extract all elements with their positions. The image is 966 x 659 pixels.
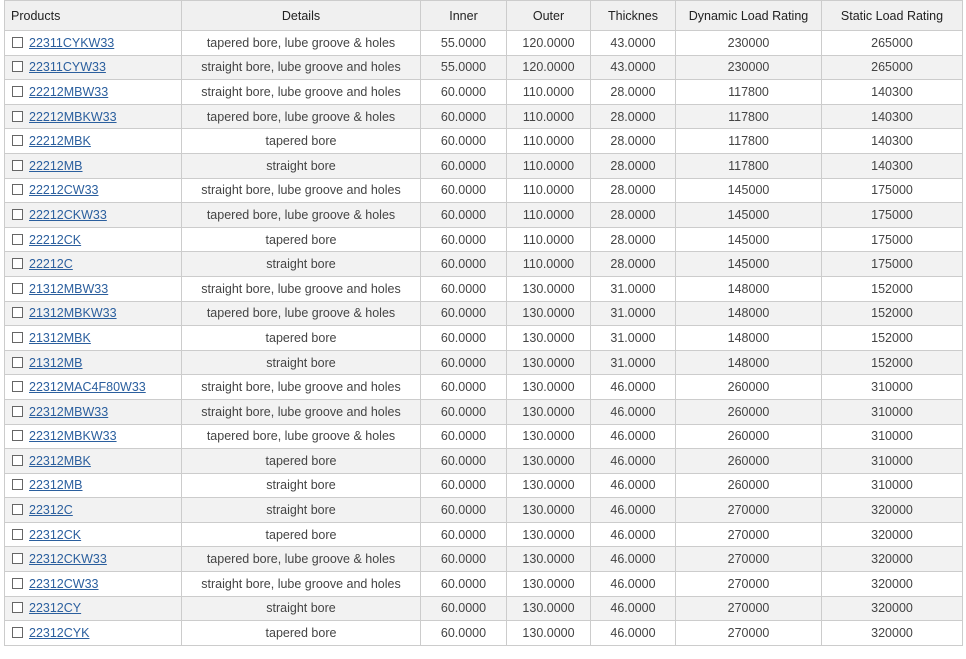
static-load-cell: 152000 bbox=[822, 350, 963, 375]
table-header-row bbox=[5, 1, 963, 31]
outer-cell: 130.0000 bbox=[507, 621, 591, 646]
static-load-cell: 310000 bbox=[822, 375, 963, 400]
row-checkbox[interactable] bbox=[12, 529, 23, 540]
thickness-cell: 28.0000 bbox=[591, 252, 676, 277]
dynamic-load-cell: 117800 bbox=[676, 129, 822, 154]
row-checkbox[interactable] bbox=[12, 234, 23, 245]
product-link[interactable]: 22312MBK bbox=[29, 453, 91, 468]
static-load-cell: 265000 bbox=[822, 55, 963, 80]
outer-cell: 130.0000 bbox=[507, 473, 591, 498]
static-load-cell: 310000 bbox=[822, 424, 963, 449]
thickness-cell: 46.0000 bbox=[591, 375, 676, 400]
dynamic-load-cell: 270000 bbox=[676, 572, 822, 597]
dynamic-load-cell: 145000 bbox=[676, 227, 822, 252]
details-cell: straight bore, lube groove and holes bbox=[182, 80, 421, 105]
product-link[interactable]: 22312CYK bbox=[29, 626, 90, 641]
thickness-cell: 46.0000 bbox=[591, 399, 676, 424]
product-link[interactable]: 22311CYW33 bbox=[29, 60, 106, 75]
table-row bbox=[5, 572, 963, 597]
product-link[interactable]: 22212CKW33 bbox=[29, 207, 107, 222]
row-checkbox[interactable] bbox=[12, 381, 23, 392]
table-row bbox=[5, 252, 963, 277]
table-row bbox=[5, 522, 963, 547]
dynamic-load-cell: 260000 bbox=[676, 424, 822, 449]
outer-cell: 130.0000 bbox=[507, 424, 591, 449]
product-cell bbox=[5, 399, 182, 424]
thickness-cell: 43.0000 bbox=[591, 31, 676, 56]
outer-cell: 130.0000 bbox=[507, 572, 591, 597]
dynamic-load-cell: 145000 bbox=[676, 252, 822, 277]
product-cell bbox=[5, 227, 182, 252]
static-load-cell: 320000 bbox=[822, 547, 963, 572]
product-cell bbox=[5, 276, 182, 301]
static-load-cell: 175000 bbox=[822, 227, 963, 252]
column-header-details[interactable]: Details bbox=[182, 1, 421, 31]
details-cell: tapered bore bbox=[182, 621, 421, 646]
column-header-dynamic-load-rating[interactable]: Dynamic Load Rating bbox=[676, 1, 822, 31]
static-load-cell: 140300 bbox=[822, 104, 963, 129]
row-checkbox[interactable] bbox=[12, 184, 23, 195]
details-cell: straight bore bbox=[182, 252, 421, 277]
dynamic-load-cell: 270000 bbox=[676, 547, 822, 572]
dynamic-load-cell: 148000 bbox=[676, 301, 822, 326]
table-row bbox=[5, 424, 963, 449]
static-load-cell: 152000 bbox=[822, 301, 963, 326]
product-cell bbox=[5, 301, 182, 326]
product-cell bbox=[5, 473, 182, 498]
product-link[interactable]: 22212MBK bbox=[29, 134, 91, 149]
product-link[interactable]: 21312MBW33 bbox=[29, 281, 109, 296]
thickness-cell: 46.0000 bbox=[591, 473, 676, 498]
dynamic-load-cell: 260000 bbox=[676, 399, 822, 424]
dynamic-load-cell: 270000 bbox=[676, 522, 822, 547]
products-table-container bbox=[4, 0, 963, 646]
static-load-cell: 140300 bbox=[822, 129, 963, 154]
thickness-cell: 46.0000 bbox=[591, 596, 676, 621]
inner-cell: 60.0000 bbox=[421, 522, 507, 547]
inner-cell: 60.0000 bbox=[421, 350, 507, 375]
details-cell: straight bore bbox=[182, 473, 421, 498]
inner-cell: 60.0000 bbox=[421, 424, 507, 449]
row-checkbox[interactable] bbox=[12, 160, 23, 171]
outer-cell: 130.0000 bbox=[507, 522, 591, 547]
details-cell: straight bore, lube groove and holes bbox=[182, 276, 421, 301]
product-link[interactable]: 22312CK bbox=[29, 527, 82, 542]
inner-cell: 60.0000 bbox=[421, 104, 507, 129]
static-load-cell: 320000 bbox=[822, 621, 963, 646]
outer-cell: 130.0000 bbox=[507, 547, 591, 572]
details-cell: straight bore bbox=[182, 596, 421, 621]
dynamic-load-cell: 117800 bbox=[676, 104, 822, 129]
row-checkbox[interactable] bbox=[12, 111, 23, 122]
row-checkbox[interactable] bbox=[12, 307, 23, 318]
details-cell: tapered bore, lube groove & holes bbox=[182, 547, 421, 572]
static-load-cell: 320000 bbox=[822, 522, 963, 547]
product-cell bbox=[5, 498, 182, 523]
row-checkbox[interactable] bbox=[12, 332, 23, 343]
details-cell: tapered bore, lube groove & holes bbox=[182, 31, 421, 56]
outer-cell: 110.0000 bbox=[507, 227, 591, 252]
table-body bbox=[5, 31, 963, 646]
table-row bbox=[5, 350, 963, 375]
table-row bbox=[5, 80, 963, 105]
thickness-cell: 28.0000 bbox=[591, 104, 676, 129]
outer-cell: 110.0000 bbox=[507, 80, 591, 105]
dynamic-load-cell: 145000 bbox=[676, 203, 822, 228]
details-cell: tapered bore bbox=[182, 129, 421, 154]
product-link[interactable]: 22312CW33 bbox=[29, 576, 99, 591]
inner-cell: 60.0000 bbox=[421, 449, 507, 474]
inner-cell: 60.0000 bbox=[421, 252, 507, 277]
thickness-cell: 46.0000 bbox=[591, 621, 676, 646]
inner-cell: 60.0000 bbox=[421, 276, 507, 301]
details-cell: straight bore, lube groove and holes bbox=[182, 375, 421, 400]
inner-cell: 60.0000 bbox=[421, 547, 507, 572]
product-cell bbox=[5, 596, 182, 621]
product-link[interactable]: 22212CW33 bbox=[29, 183, 99, 198]
row-checkbox[interactable] bbox=[12, 627, 23, 638]
table-row bbox=[5, 547, 963, 572]
dynamic-load-cell: 260000 bbox=[676, 473, 822, 498]
table-row bbox=[5, 449, 963, 474]
dynamic-load-cell: 270000 bbox=[676, 596, 822, 621]
thickness-cell: 46.0000 bbox=[591, 522, 676, 547]
outer-cell: 110.0000 bbox=[507, 178, 591, 203]
outer-cell: 130.0000 bbox=[507, 375, 591, 400]
details-cell: tapered bore bbox=[182, 227, 421, 252]
outer-cell: 110.0000 bbox=[507, 203, 591, 228]
row-checkbox[interactable] bbox=[12, 135, 23, 146]
thickness-cell: 46.0000 bbox=[591, 449, 676, 474]
column-header-static-load-rating[interactable]: Static Load Rating bbox=[822, 1, 963, 31]
outer-cell: 130.0000 bbox=[507, 276, 591, 301]
inner-cell: 60.0000 bbox=[421, 301, 507, 326]
row-checkbox[interactable] bbox=[12, 61, 23, 72]
outer-cell: 130.0000 bbox=[507, 326, 591, 351]
dynamic-load-cell: 117800 bbox=[676, 80, 822, 105]
details-cell: straight bore, lube groove and holes bbox=[182, 572, 421, 597]
table-row bbox=[5, 104, 963, 129]
static-load-cell: 310000 bbox=[822, 473, 963, 498]
product-cell bbox=[5, 621, 182, 646]
dynamic-load-cell: 270000 bbox=[676, 498, 822, 523]
table-row bbox=[5, 621, 963, 646]
column-header-thickness[interactable]: Thicknes bbox=[591, 1, 676, 31]
outer-cell: 110.0000 bbox=[507, 129, 591, 154]
product-link[interactable]: 22312MBW33 bbox=[29, 404, 109, 419]
inner-cell: 55.0000 bbox=[421, 31, 507, 56]
static-load-cell: 320000 bbox=[822, 596, 963, 621]
dynamic-load-cell: 230000 bbox=[676, 31, 822, 56]
table-row bbox=[5, 399, 963, 424]
thickness-cell: 46.0000 bbox=[591, 572, 676, 597]
product-link[interactable]: 22212C bbox=[29, 257, 73, 272]
table-row bbox=[5, 203, 963, 228]
static-load-cell: 320000 bbox=[822, 572, 963, 597]
row-checkbox[interactable] bbox=[12, 602, 23, 613]
static-load-cell: 152000 bbox=[822, 276, 963, 301]
thickness-cell: 31.0000 bbox=[591, 326, 676, 351]
thickness-cell: 43.0000 bbox=[591, 55, 676, 80]
column-header-outer[interactable]: Outer bbox=[507, 1, 591, 31]
product-cell bbox=[5, 547, 182, 572]
product-cell bbox=[5, 572, 182, 597]
table-row bbox=[5, 178, 963, 203]
inner-cell: 60.0000 bbox=[421, 399, 507, 424]
details-cell: straight bore bbox=[182, 350, 421, 375]
static-load-cell: 320000 bbox=[822, 498, 963, 523]
dynamic-load-cell: 117800 bbox=[676, 153, 822, 178]
product-cell bbox=[5, 522, 182, 547]
static-load-cell: 175000 bbox=[822, 178, 963, 203]
outer-cell: 130.0000 bbox=[507, 399, 591, 424]
product-link[interactable]: 22312MAC4F80W33 bbox=[29, 380, 146, 395]
inner-cell: 60.0000 bbox=[421, 227, 507, 252]
thickness-cell: 28.0000 bbox=[591, 178, 676, 203]
inner-cell: 60.0000 bbox=[421, 326, 507, 351]
inner-cell: 55.0000 bbox=[421, 55, 507, 80]
details-cell: straight bore, lube groove and holes bbox=[182, 399, 421, 424]
product-cell bbox=[5, 55, 182, 80]
thickness-cell: 28.0000 bbox=[591, 153, 676, 178]
static-load-cell: 140300 bbox=[822, 80, 963, 105]
table-row bbox=[5, 55, 963, 80]
static-load-cell: 310000 bbox=[822, 449, 963, 474]
product-cell bbox=[5, 80, 182, 105]
product-cell bbox=[5, 252, 182, 277]
dynamic-load-cell: 148000 bbox=[676, 350, 822, 375]
dynamic-load-cell: 148000 bbox=[676, 326, 822, 351]
thickness-cell: 46.0000 bbox=[591, 424, 676, 449]
table-row bbox=[5, 31, 963, 56]
details-cell: straight bore bbox=[182, 498, 421, 523]
product-link[interactable]: 22312MB bbox=[29, 478, 83, 493]
product-link[interactable]: 22312MBKW33 bbox=[29, 429, 117, 444]
inner-cell: 60.0000 bbox=[421, 203, 507, 228]
inner-cell: 60.0000 bbox=[421, 621, 507, 646]
details-cell: tapered bore, lube groove & holes bbox=[182, 203, 421, 228]
table-row bbox=[5, 153, 963, 178]
product-cell bbox=[5, 375, 182, 400]
static-load-cell: 152000 bbox=[822, 326, 963, 351]
details-cell: tapered bore bbox=[182, 326, 421, 351]
product-cell bbox=[5, 129, 182, 154]
product-link[interactable]: 22311CYKW33 bbox=[29, 35, 115, 50]
column-header-inner[interactable]: Inner bbox=[421, 1, 507, 31]
product-cell bbox=[5, 178, 182, 203]
row-checkbox[interactable] bbox=[12, 209, 23, 220]
outer-cell: 120.0000 bbox=[507, 31, 591, 56]
product-link[interactable]: 22312CKW33 bbox=[29, 552, 107, 567]
static-load-cell: 175000 bbox=[822, 252, 963, 277]
dynamic-load-cell: 148000 bbox=[676, 276, 822, 301]
outer-cell: 130.0000 bbox=[507, 596, 591, 621]
table-row bbox=[5, 301, 963, 326]
dynamic-load-cell: 260000 bbox=[676, 449, 822, 474]
details-cell: straight bore, lube groove and holes bbox=[182, 178, 421, 203]
thickness-cell: 46.0000 bbox=[591, 547, 676, 572]
products-table bbox=[4, 0, 963, 646]
product-link[interactable]: 21312MBKW33 bbox=[29, 306, 117, 321]
product-link[interactable]: 21312MBK bbox=[29, 330, 91, 345]
outer-cell: 120.0000 bbox=[507, 55, 591, 80]
inner-cell: 60.0000 bbox=[421, 153, 507, 178]
thickness-cell: 31.0000 bbox=[591, 276, 676, 301]
row-checkbox[interactable] bbox=[12, 455, 23, 466]
row-checkbox[interactable] bbox=[12, 479, 23, 490]
row-checkbox[interactable] bbox=[12, 553, 23, 564]
product-cell bbox=[5, 153, 182, 178]
details-cell: straight bore bbox=[182, 153, 421, 178]
outer-cell: 110.0000 bbox=[507, 252, 591, 277]
product-link[interactable]: 22312CY bbox=[29, 601, 82, 616]
table-row bbox=[5, 498, 963, 523]
table-row bbox=[5, 129, 963, 154]
row-checkbox[interactable] bbox=[12, 430, 23, 441]
row-checkbox[interactable] bbox=[12, 86, 23, 97]
row-checkbox[interactable] bbox=[12, 357, 23, 368]
table-row bbox=[5, 473, 963, 498]
product-cell bbox=[5, 203, 182, 228]
inner-cell: 60.0000 bbox=[421, 572, 507, 597]
product-cell bbox=[5, 31, 182, 56]
outer-cell: 130.0000 bbox=[507, 449, 591, 474]
table-row bbox=[5, 276, 963, 301]
thickness-cell: 46.0000 bbox=[591, 498, 676, 523]
outer-cell: 130.0000 bbox=[507, 301, 591, 326]
product-link[interactable]: 22312C bbox=[29, 503, 73, 518]
details-cell: tapered bore, lube groove & holes bbox=[182, 424, 421, 449]
details-cell: tapered bore, lube groove & holes bbox=[182, 104, 421, 129]
static-load-cell: 175000 bbox=[822, 203, 963, 228]
details-cell: tapered bore bbox=[182, 449, 421, 474]
row-checkbox[interactable] bbox=[12, 37, 23, 48]
inner-cell: 60.0000 bbox=[421, 129, 507, 154]
product-cell bbox=[5, 424, 182, 449]
row-checkbox[interactable] bbox=[12, 258, 23, 269]
thickness-cell: 31.0000 bbox=[591, 301, 676, 326]
static-load-cell: 265000 bbox=[822, 31, 963, 56]
inner-cell: 60.0000 bbox=[421, 375, 507, 400]
row-checkbox[interactable] bbox=[12, 406, 23, 417]
outer-cell: 130.0000 bbox=[507, 350, 591, 375]
thickness-cell: 28.0000 bbox=[591, 129, 676, 154]
static-load-cell: 140300 bbox=[822, 153, 963, 178]
details-cell: tapered bore bbox=[182, 522, 421, 547]
product-link[interactable]: 21312MB bbox=[29, 355, 83, 370]
product-link[interactable]: 22212MBKW33 bbox=[29, 109, 117, 124]
inner-cell: 60.0000 bbox=[421, 498, 507, 523]
outer-cell: 110.0000 bbox=[507, 104, 591, 129]
product-link[interactable]: 22212CK bbox=[29, 232, 82, 247]
product-cell bbox=[5, 326, 182, 351]
dynamic-load-cell: 230000 bbox=[676, 55, 822, 80]
dynamic-load-cell: 145000 bbox=[676, 178, 822, 203]
outer-cell: 110.0000 bbox=[507, 153, 591, 178]
dynamic-load-cell: 270000 bbox=[676, 621, 822, 646]
thickness-cell: 31.0000 bbox=[591, 350, 676, 375]
table-row bbox=[5, 375, 963, 400]
details-cell: straight bore, lube groove and holes bbox=[182, 55, 421, 80]
product-cell bbox=[5, 449, 182, 474]
thickness-cell: 28.0000 bbox=[591, 227, 676, 252]
table-row bbox=[5, 326, 963, 351]
row-checkbox[interactable] bbox=[12, 283, 23, 294]
table-row bbox=[5, 227, 963, 252]
details-cell: tapered bore, lube groove & holes bbox=[182, 301, 421, 326]
inner-cell: 60.0000 bbox=[421, 80, 507, 105]
product-link[interactable]: 22212MB bbox=[29, 158, 83, 173]
table-row bbox=[5, 596, 963, 621]
thickness-cell: 28.0000 bbox=[591, 80, 676, 105]
inner-cell: 60.0000 bbox=[421, 473, 507, 498]
inner-cell: 60.0000 bbox=[421, 178, 507, 203]
dynamic-load-cell: 260000 bbox=[676, 375, 822, 400]
outer-cell: 130.0000 bbox=[507, 498, 591, 523]
column-header-products[interactable]: Products bbox=[5, 1, 182, 31]
thickness-cell: 28.0000 bbox=[591, 203, 676, 228]
row-checkbox[interactable] bbox=[12, 578, 23, 589]
inner-cell: 60.0000 bbox=[421, 596, 507, 621]
row-checkbox[interactable] bbox=[12, 504, 23, 515]
product-cell bbox=[5, 104, 182, 129]
product-link[interactable]: 22212MBW33 bbox=[29, 84, 109, 99]
static-load-cell: 310000 bbox=[822, 399, 963, 424]
product-cell bbox=[5, 350, 182, 375]
